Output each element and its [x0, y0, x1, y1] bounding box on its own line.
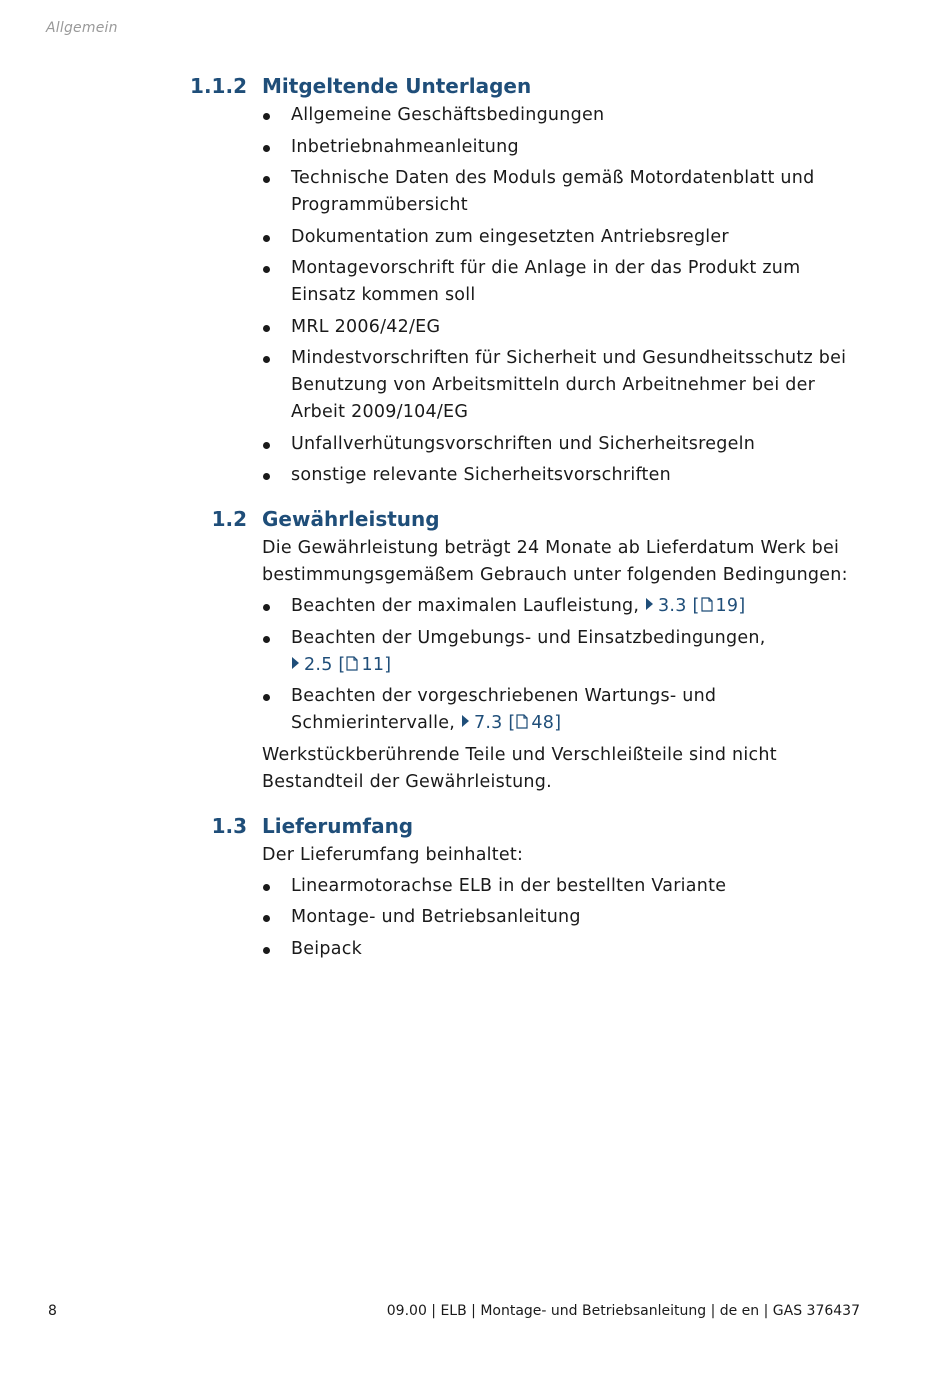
list-item-text: Montagevorschrift für die Anlage in der das Produkt zum Einsatz kommen soll — [291, 258, 801, 305]
bullet-icon — [263, 113, 270, 120]
list-item-text: Montage- und Betriebsanleitung — [291, 907, 581, 927]
cross-reference-link[interactable]: 2.5 [ 11] — [291, 655, 391, 675]
condition-list — [262, 593, 862, 737]
list-item — [262, 345, 862, 426]
reference-page: 11 — [361, 654, 385, 675]
bullet-icon — [263, 266, 270, 273]
page-icon — [701, 597, 713, 612]
reference-page: 48 — [531, 713, 555, 733]
intro-paragraph: Die Gewährleistung beträgt 24 Monate ab Lieferdatum Werk bei bestimmungsgemäßem Gebrauch unter folgenden Bedingungen: — [262, 538, 848, 585]
list-item-text: Beachten der maximalen Laufleistung, — [291, 596, 640, 616]
list-item — [262, 462, 862, 489]
list-item-text: Unfallverhütungsvorschriften und Sicherheitsregeln — [291, 433, 756, 454]
outro-paragraph: Werkstückberührende Teile und Verschleißteile sind nicht Bestandteil der Gewährleistung. — [262, 744, 777, 792]
section-lieferumfang — [0, 810, 950, 963]
reference-page: 19 — [715, 596, 739, 616]
running-header: Allgemein — [46, 20, 118, 36]
list-item — [262, 165, 862, 219]
bullet-icon — [263, 325, 270, 332]
intro-paragraph: Der Lieferumfang beinhaltet: — [262, 844, 524, 865]
list-item-text: Beipack — [291, 938, 362, 959]
delivery-list — [262, 873, 862, 963]
section-gewaehrleistung — [0, 503, 950, 796]
section-body — [262, 842, 862, 963]
bullet-icon — [263, 176, 270, 183]
list-item-text: Allgemeine Geschäftsbedingungen — [291, 105, 605, 125]
document-list — [262, 102, 862, 489]
bullet-icon — [263, 604, 270, 611]
arrow-right-icon — [646, 598, 653, 610]
section-number: 1.1.2 — [190, 74, 247, 98]
list-item — [262, 255, 862, 309]
list-item-text: Mindestvorschriften für Sicherheit und Gesundheitsschutz bei Benutzung von Arbeitsmitteln durch Arbeitnehmer bei der Arbeit 2009/104/EG — [291, 348, 847, 422]
bullet-icon — [263, 947, 270, 954]
list-item-text: Inbetriebnahmeanleitung — [291, 136, 519, 157]
section-title: Gewährleistung — [262, 507, 440, 531]
list-item — [262, 224, 862, 251]
section-body — [262, 535, 862, 796]
section-number: 1.3 — [211, 813, 247, 838]
bullet-icon — [263, 145, 270, 152]
arrow-right-icon — [292, 657, 299, 669]
arrow-right-icon — [462, 715, 469, 727]
section-number: 1.2 — [211, 507, 247, 531]
list-item-text: Linearmotorachse ELB in der bestellten Variante — [291, 875, 727, 896]
list-item-text: sonstige relevante Sicherheitsvorschriften — [291, 465, 672, 485]
page-icon — [346, 656, 358, 671]
list-item-text: Beachten der Umgebungs- und Einsatzbedingungen, — [291, 627, 766, 648]
footer-document-info: 09.00 | ELB | Montage- und Betriebsanleitung | de en | GAS 376437 — [386, 1303, 860, 1319]
section-body — [262, 102, 862, 489]
list-item — [262, 134, 862, 161]
page-content — [0, 70, 950, 977]
bullet-icon — [263, 884, 270, 891]
bullet-icon — [263, 694, 270, 701]
bullet-icon — [263, 235, 270, 242]
section-mitgeltende-unterlagen — [0, 70, 950, 489]
list-item — [262, 873, 862, 900]
bullet-icon — [263, 636, 270, 643]
section-heading — [0, 70, 950, 102]
list-item — [262, 683, 862, 737]
bullet-icon — [263, 356, 270, 363]
list-item — [262, 904, 862, 931]
list-item — [262, 102, 862, 129]
list-item — [262, 936, 862, 963]
cross-reference-link[interactable]: 7.3 [ 48] — [461, 713, 561, 733]
page-number: 8 — [48, 1303, 57, 1319]
list-item-text: Technische Daten des Moduls gemäß Motordatenblatt und Programmübersicht — [291, 168, 815, 215]
page-icon — [516, 714, 528, 729]
cross-reference-link[interactable]: 3.3 [ 19] — [645, 596, 745, 616]
list-item-text: Dokumentation zum eingesetzten Antriebsregler — [291, 226, 729, 247]
list-item-text: MRL 2006/42/EG — [291, 316, 441, 337]
reference-section: 7.3 — [473, 713, 503, 733]
section-heading — [0, 810, 950, 842]
reference-section: 2.5 — [304, 654, 333, 675]
bullet-icon — [263, 442, 270, 449]
bullet-icon — [263, 473, 270, 480]
list-item — [262, 431, 862, 458]
list-item-text: Beachten der vorgeschriebenen Wartungs- und Schmierintervalle, — [291, 686, 717, 733]
list-item — [262, 593, 862, 620]
reference-section: 3.3 — [658, 596, 687, 616]
bullet-icon — [263, 915, 270, 922]
list-item — [262, 314, 862, 341]
list-item — [262, 625, 862, 679]
section-heading — [0, 503, 950, 535]
section-title: Lieferumfang — [262, 813, 414, 838]
section-title: Mitgeltende Unterlagen — [262, 74, 532, 98]
